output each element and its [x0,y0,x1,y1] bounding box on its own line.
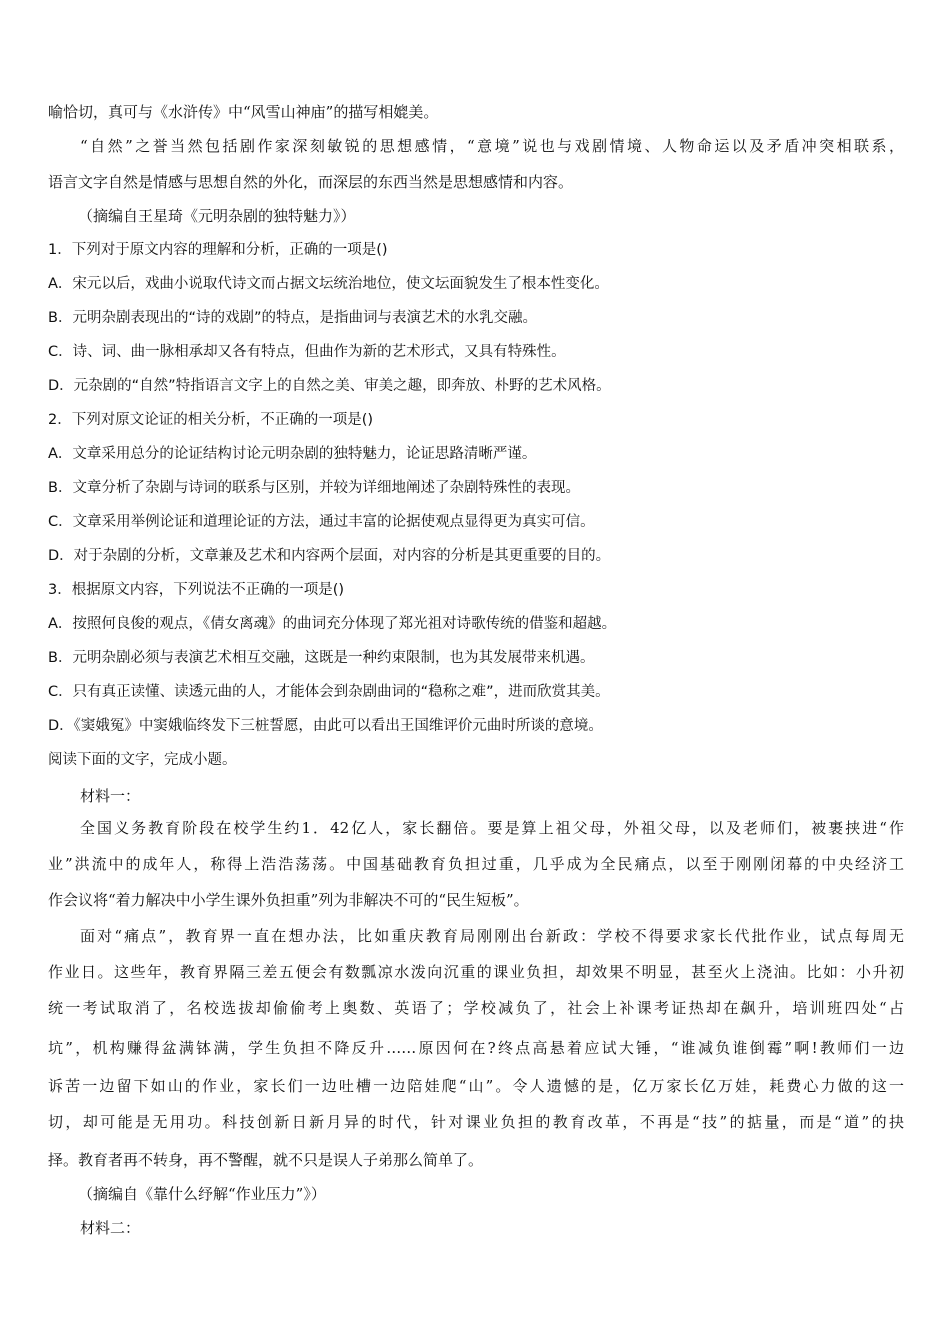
question-option: C．文章采用举例论证和道理论证的方法，通过丰富的论据使观点显得更为真实可信。 [48,514,595,530]
material-heading: 材料二： [80,1219,141,1237]
material-source: （摘编自《靠什么纾解“作业压力”》） [78,1185,326,1203]
material-line: 全国义务教育阶段在校学生约1．42亿人，家长翻倍。要是算上祖父母，外祖父母，以及老师们，被裹挟进“作 [80,819,904,837]
material-line: 业”洪流中的成年人，称得上浩浩荡荡。中国基础教育负担过重，几乎成为全民痛点，以至于刚刚闭幕的中央经济工 [48,855,904,873]
question-option: A．宋元以后，戏曲小说取代诗文而占据文坛统治地位，使文坛面貌发生了根本性变化。 [48,276,609,292]
question-option: C．诗、词、曲一脉相承却又各有特点，但曲作为新的艺术形式，又具有特殊性。 [48,344,566,360]
question-stem: 3．根据原文内容，下列说法不正确的一项是() [48,582,345,598]
reading-instruction: 阅读下面的文字，完成小题。 [48,752,237,768]
question-option: D．《窦娥冤》中窦娥临终发下三桩誓愿，由此可以看出王国维评价元曲时所谈的意境。 [48,718,603,734]
material-line: 择。教育者再不转身，再不警醒，就不只是误人子弟那么简单了。 [48,1151,484,1169]
question-option: A．按照何良俊的观点，《倩女离魂》的曲词充分体现了郑光祖对诗歌传统的借鉴和超越。 [48,616,617,632]
passage-line: 语言文字自然是情感与思想自然的外化，而深层的东西当然是思想感情和内容。 [48,173,574,191]
material-line: 坑”，机构赚得盆满钵满，学生负担不降反升……原因何在?终点高悬着应试大锤，“谁减负谁倒霉”啊!教师们一边 [48,1039,904,1057]
material-line: 面对“痛点”，教育界一直在想办法，比如重庆教育局刚刚出台新政：学校不得要求家长代批作业，试点每周无 [80,927,904,945]
material-line: 诉苦一边留下如山的作业，家长们一边吐槽一边陪娃爬“山”。令人遗憾的是，亿万家长亿万娃，耗费心力做的这一 [48,1077,904,1095]
material-line: 切，却可能是无用功。科技创新日新月异的时代，针对课业负担的教育改革，不再是“技”的掂量，而是“道”的抉 [48,1113,904,1131]
material-line: 作会议将“着力解决中小学生课外负担重”列为非解决不可的“民生短板”。 [48,891,529,909]
question-stem: 1．下列对于原文内容的理解和分析，正确的一项是() [48,242,388,258]
question-option: B．元明杂剧必须与表演艺术相互交融，这既是一种约束限制，也为其发展带来机遇。 [48,650,595,666]
passage-source: （摘编自王星琦《元明杂剧的独特魅力》） [78,207,356,225]
material-line: 作业日。这些年，教育界隔三差五便会有数瓢凉水泼向沉重的课业负担，却效果不明显，甚至火上浇油。比如：小升初 [48,963,904,981]
question-stem: 2．下列对原文论证的相关分析，不正确的一项是() [48,412,374,428]
question-option: B．元明杂剧表现出的“诗的戏剧”的特点，是指曲词与表演艺术的水乳交融。 [48,310,537,326]
question-option: A．文章采用总分的论证结构讨论元明杂剧的独特魅力，论证思路清晰严谨。 [48,446,537,462]
question-option: D．对于杂剧的分析，文章兼及艺术和内容两个层面，对内容的分析是其更重要的目的。 [48,548,611,564]
question-option: B．文章分析了杂剧与诗词的联系与区别，并较为详细地阐述了杂剧特殊性的表现。 [48,480,580,496]
passage-line: “自然”之誉当然包括剧作家深刻敏锐的思想感情，“意境”说也与戏剧情境、人物命运以及矛盾冲突相联系， [80,137,904,155]
question-option: D．元杂剧的“自然”特指语言文字上的自然之美、审美之趣，即奔放、朴野的艺术风格。 [48,378,611,394]
question-option: C．只有真正读懂、读透元曲的人，才能体会到杂剧曲词的“稳称之难”，进而欣赏其美。 [48,684,610,700]
passage-line: 喻恰切，真可与《水浒传》中“风雪山神庙”的描写相媲美。 [48,103,439,121]
material-line: 统一考试取消了，名校选拔却偷偷考上奥数、英语了；学校减负了，社会上补课考证热却在飙升，培训班四处“占 [48,999,904,1017]
material-heading: 材料一： [80,787,141,805]
